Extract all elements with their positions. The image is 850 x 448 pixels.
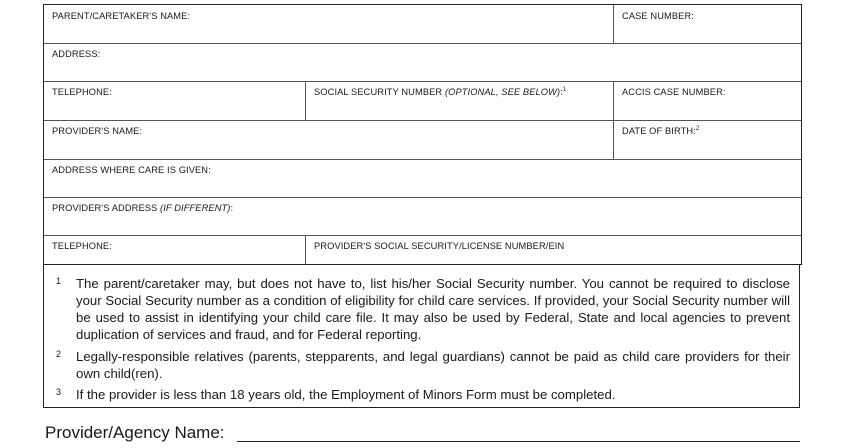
footnote-ref-2: 2 — [695, 126, 700, 132]
accis-case-number-field[interactable] — [620, 102, 795, 118]
accis-case-number-label: ACCIS CASE NUMBER: — [622, 87, 726, 97]
row-address — [44, 43, 801, 82]
provider-license-cell[interactable] — [306, 235, 801, 264]
telephone-label: TELEPHONE: — [52, 87, 112, 97]
footnote-2-text: Legally-responsible relatives (parents, stepparents, and legal guardians) cannot be paid as child care providers for their own child(ren). — [76, 349, 790, 381]
footnote-3-number: 3 — [56, 387, 62, 397]
footnote-ref-1: 1 — [562, 87, 567, 93]
case-number-cell[interactable] — [614, 5, 801, 43]
provider-address-optional-note: (IF DIFFERENT) — [160, 203, 231, 213]
parent-caretaker-name-field[interactable] — [50, 25, 607, 41]
provider-address-cell[interactable] — [44, 197, 801, 235]
ssn-label: SOCIAL SECURITY NUMBER (OPTIONAL, SEE BELOW):$^1$ — [314, 87, 567, 97]
provider-agency-name-field[interactable] — [237, 441, 800, 442]
footnote-2-number: 2 — [56, 349, 62, 359]
footnote-2 — [56, 348, 790, 382]
telephone-cell[interactable] — [44, 81, 306, 120]
parent-caretaker-name-label: PARENT/CARETAKER'S NAME: — [52, 11, 191, 21]
address-cell[interactable] — [44, 43, 801, 81]
provider-license-label: PROVIDER'S SOCIAL SECURITY/LICENSE NUMBER/EIN — [314, 241, 565, 251]
footnote-3 — [56, 386, 790, 403]
ssn-cell[interactable] — [306, 81, 614, 120]
provider-telephone-cell[interactable] — [44, 235, 306, 264]
row-parent-name — [44, 5, 801, 44]
provider-address-label: PROVIDER'S ADDRESS (IF DIFFERENT): — [52, 203, 234, 213]
row-care-address — [44, 159, 801, 198]
footnote-3-text: If the provider is less than 18 years old, the Employment of Minors Form must be completed. — [76, 387, 616, 402]
provider-name-field[interactable] — [50, 141, 607, 157]
footnote-1 — [56, 275, 790, 343]
child-care-form — [43, 4, 802, 265]
row-provider-address — [44, 197, 801, 236]
row-provider-name — [44, 120, 801, 160]
row-telephone-ssn — [44, 81, 801, 121]
address-label: ADDRESS: — [52, 49, 101, 59]
provider-agency-name-label: Provider/Agency Name: — [45, 423, 225, 442]
date-of-birth-field[interactable] — [620, 141, 795, 157]
provider-license-field[interactable] — [312, 246, 795, 262]
ssn-field[interactable] — [312, 102, 607, 118]
date-of-birth-cell[interactable] — [614, 120, 801, 159]
provider-name-cell[interactable] — [44, 120, 614, 159]
footnote-1-number: 1 — [56, 276, 62, 286]
footnotes-box — [43, 264, 800, 408]
provider-telephone-label: TELEPHONE: — [52, 241, 112, 251]
footnote-1-text: The parent/caretaker may, but does not have to, list his/her Social Security number. You cannot be required to disclose your Social Security number as a condition of eligibility for child care services. If provided, your Social Security number will be used to assist in identifying your child care file. It may also be used by Federal, State and local agencies to prevent duplication of services and fraud, and for Federal reporting. — [76, 276, 790, 342]
provider-telephone-field[interactable] — [50, 246, 299, 262]
parent-caretaker-name-cell[interactable] — [44, 5, 614, 43]
accis-case-number-cell[interactable] — [614, 81, 801, 120]
case-number-label: CASE NUMBER: — [622, 11, 694, 21]
provider-name-label: PROVIDER'S NAME: — [52, 126, 143, 136]
case-number-field[interactable] — [620, 25, 795, 41]
provider-address-field[interactable] — [50, 217, 795, 233]
address-field[interactable] — [50, 63, 795, 79]
ssn-optional-note: (OPTIONAL, SEE BELOW) — [444, 87, 561, 97]
date-of-birth-label: DATE OF BIRTH:$^2$ — [622, 126, 700, 136]
telephone-field[interactable] — [50, 102, 299, 118]
row-provider-telephone — [44, 235, 801, 264]
care-address-cell[interactable] — [44, 159, 801, 197]
care-address-field[interactable] — [50, 179, 795, 195]
care-address-label: ADDRESS WHERE CARE IS GIVEN: — [52, 165, 211, 175]
